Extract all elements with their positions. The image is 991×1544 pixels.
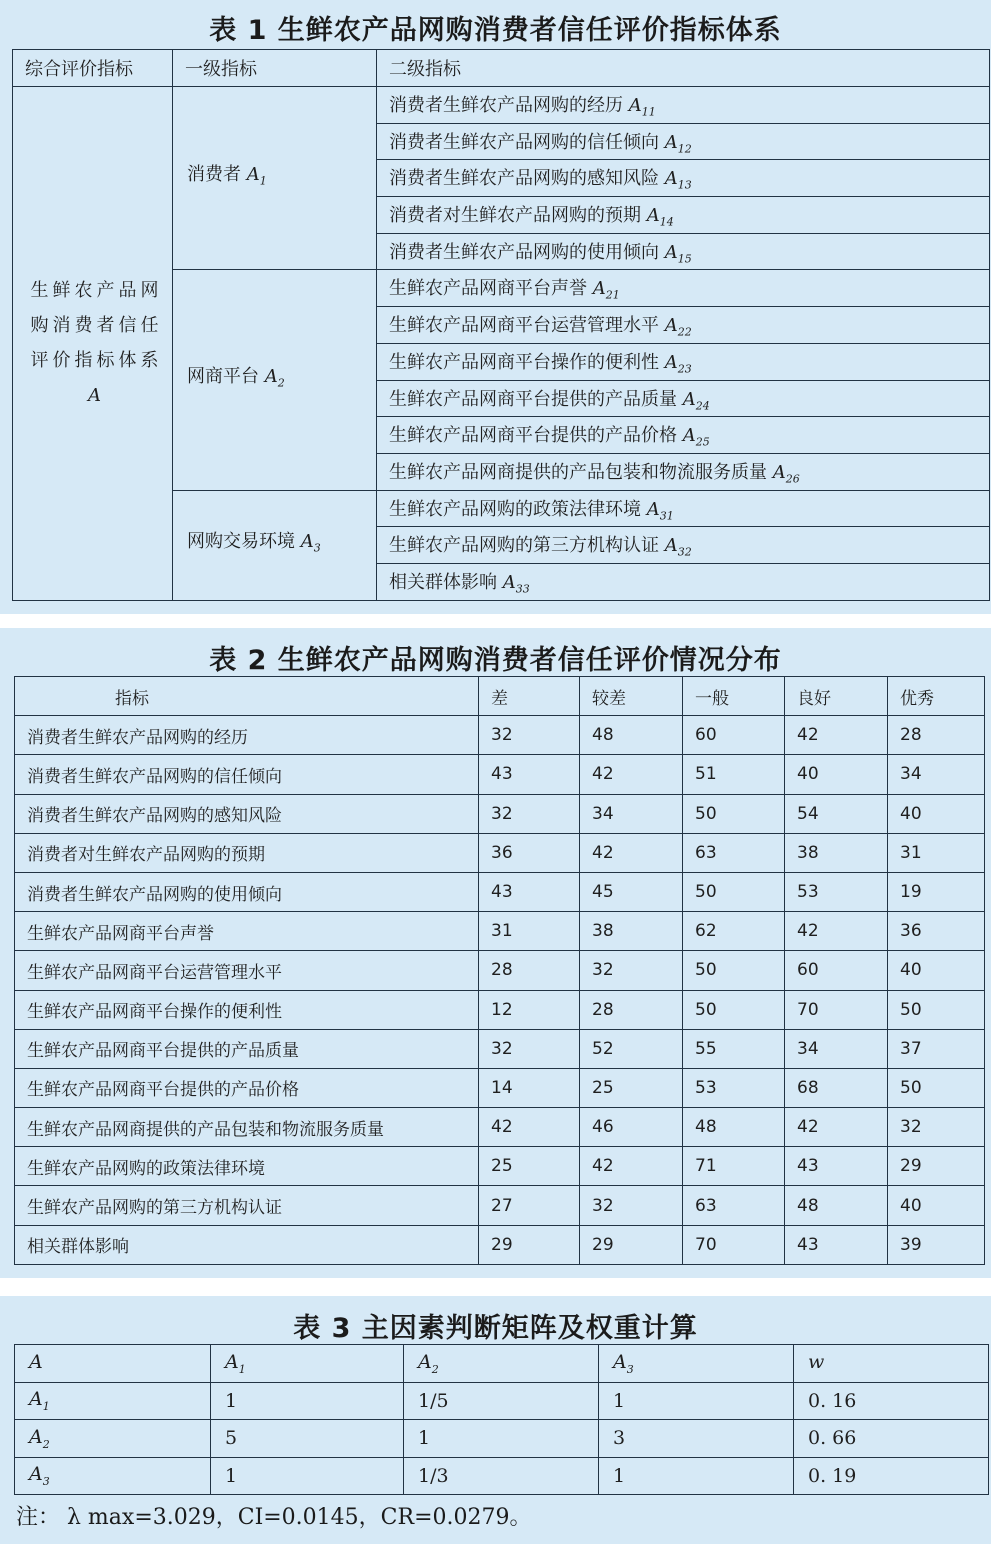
table1-item-symbol: [664, 168, 692, 193]
table2-value-cell: 45: [580, 872, 683, 911]
table1-item-text: 生鲜农产品网商平台运营管理水平: [389, 315, 659, 337]
table1-item-symbol-subscript: 22: [677, 325, 692, 339]
table1-header-row: [13, 50, 990, 87]
table2-row: [15, 755, 985, 794]
table2-value-cell: 62: [683, 912, 785, 951]
table1-group-label: 网商平台: [187, 366, 259, 388]
table1-item-cell: [377, 527, 990, 564]
table3-row: [15, 1420, 989, 1458]
table2-row: [15, 951, 985, 990]
table1-root-cell: [13, 87, 173, 601]
table2-value-cell: 37: [888, 1029, 985, 1068]
table2-value-cell: 50: [683, 990, 785, 1029]
table1-item-text: 消费者生鲜农产品网购的经历: [389, 95, 623, 117]
table2-value-cell: 38: [785, 833, 888, 872]
table2-value-cell: 31: [479, 912, 580, 951]
table1-row: [13, 87, 990, 124]
table2-value-cell: 36: [888, 912, 985, 951]
table2-value-cell: 51: [683, 755, 785, 794]
table1-header-cell: 二级指标: [377, 50, 990, 87]
table1-item-text: 生鲜农产品网商平台提供的产品价格: [389, 425, 677, 447]
table1-item-symbol: [664, 315, 692, 339]
table3-row-symbol-letter: A: [29, 1388, 43, 1411]
table2-indicator-cell: 生鲜农产品网购的政策法律环境: [15, 1147, 479, 1186]
table2-value-cell: 28: [479, 951, 580, 990]
table2-indicator-cell: 生鲜农产品网商平台提供的产品质量: [15, 1029, 479, 1068]
table1-item-text: 生鲜农产品网购的第三方机构认证: [389, 535, 659, 557]
table2-caption: 表 2 生鲜农产品网购消费者信任评价情况分布: [209, 645, 782, 676]
table1-item-symbol-subscript: 26: [785, 472, 800, 486]
table3-value-cell: 3: [599, 1420, 794, 1458]
table2-value-cell: 42: [785, 716, 888, 755]
table3-row: [15, 1382, 989, 1420]
table3-value-cell: 1: [404, 1420, 599, 1458]
table3-header-row: [15, 1345, 989, 1383]
table1-item-text: 生鲜农产品网购的政策法律环境: [389, 498, 641, 520]
table1-item-cell: [377, 380, 990, 417]
table1-item-text: 相关群体影响: [389, 571, 497, 593]
table1-item-symbol-subscript: 33: [515, 582, 530, 596]
table2-value-cell: 40: [785, 755, 888, 794]
table1-item-symbol: [502, 571, 530, 596]
table1-item-cell: [377, 87, 990, 124]
table3-header-a2: $A_2$: [404, 1345, 599, 1383]
table1-item-cell: [377, 270, 990, 307]
table2-value-cell: 70: [683, 1225, 785, 1264]
table2-row: [15, 1186, 985, 1225]
table2-value-cell: 50: [888, 1068, 985, 1107]
table2-indicator-cell: 消费者生鲜农产品网购的经历: [15, 716, 479, 755]
table3-row-symbol-letter: A: [29, 1425, 43, 1448]
table2-value-cell: 48: [580, 716, 683, 755]
table1-item-symbol-letter: A: [646, 498, 660, 520]
table2-header-cell: 差: [479, 677, 580, 716]
table3-row-symbol: [29, 1425, 50, 1451]
table2-value-cell: 32: [479, 1029, 580, 1068]
table2-value-cell: 25: [479, 1147, 580, 1186]
table3-value-cell: 1/3: [404, 1457, 599, 1495]
table1-header-cell: 综合评价指标: [13, 50, 173, 87]
table2-row: [15, 912, 985, 951]
table1-item-symbol-subscript: 11: [641, 105, 656, 119]
table1-item-cell: [377, 197, 990, 234]
table1-group-symbol-letter: A: [300, 531, 314, 553]
table1-item-cell: [377, 453, 990, 490]
table2-header-cell: 优秀: [888, 677, 985, 716]
table2-value-cell: 46: [580, 1108, 683, 1147]
table1-item-symbol: [682, 388, 710, 413]
table1-item-symbol-letter: A: [664, 535, 678, 557]
table2-indicator-cell: 生鲜农产品网商提供的产品包装和物流服务质量: [15, 1108, 479, 1147]
table1-item-symbol-subscript: 24: [695, 399, 710, 413]
table2-value-cell: 28: [888, 716, 985, 755]
table3-row-symbol-subscript: 3: [42, 1475, 50, 1489]
table1-root-label: 生鲜农产品网购消费者信任评价指标体系: [30, 280, 163, 372]
table2-indicator-cell: 生鲜农产品网商平台运营管理水平: [15, 951, 479, 990]
table2-value-cell: 32: [580, 951, 683, 990]
table2-indicator-cell: 相关群体影响: [15, 1225, 479, 1264]
table1-item-symbol: [664, 241, 692, 266]
table3-value-cell: 0. 16: [794, 1382, 989, 1420]
table1-item-text: 生鲜农产品网商平台操作的便利性: [389, 351, 659, 373]
table2-value-cell: 40: [888, 951, 985, 990]
table2-value-cell: 43: [479, 755, 580, 794]
table1-item-symbol-letter: A: [682, 388, 696, 410]
table2-indicator-cell: 消费者生鲜农产品网购的使用倾向: [15, 872, 479, 911]
table1-item-symbol-subscript: 15: [677, 252, 692, 266]
table1-item-cell: [377, 123, 990, 160]
table1-item-symbol-subscript: 13: [677, 179, 692, 193]
table2-value-cell: 34: [580, 794, 683, 833]
table1-item-symbol: [772, 461, 800, 486]
table2-value-cell: 54: [785, 794, 888, 833]
table2-value-cell: 52: [580, 1029, 683, 1068]
table3-row: [15, 1457, 989, 1495]
table3-header-a3: $A_3$: [599, 1345, 794, 1383]
table2-value-cell: 29: [580, 1225, 683, 1264]
table2-header-row: [15, 677, 985, 716]
table2-value-cell: 60: [683, 716, 785, 755]
table1-group-symbol-letter: A: [264, 366, 278, 388]
table1-item-symbol: [646, 498, 674, 523]
table2-value-cell: 63: [683, 1186, 785, 1225]
table1-item-symbol-subscript: 31: [659, 509, 674, 523]
table1-item-text: 生鲜农产品网商提供的产品包装和物流服务质量: [389, 461, 767, 483]
table3-value-cell: 1: [211, 1382, 404, 1420]
table1-group-label: 网购交易环境: [187, 531, 295, 553]
table1-item-text: 消费者生鲜农产品网购的感知风险: [389, 168, 659, 190]
table2-value-cell: 12: [479, 990, 580, 1029]
table1-item-cell: [377, 343, 990, 380]
table2-value-cell: 48: [785, 1186, 888, 1225]
table2-value-cell: 42: [785, 912, 888, 951]
table1-item-symbol-letter: A: [772, 461, 786, 483]
table1-item-symbol-letter: A: [664, 315, 678, 337]
table2-value-cell: 32: [479, 716, 580, 755]
table2-value-cell: 48: [683, 1108, 785, 1147]
table3-row-label: [15, 1457, 211, 1495]
table2-value-cell: 43: [785, 1225, 888, 1264]
table2-indicator-cell: 生鲜农产品网商平台操作的便利性: [15, 990, 479, 1029]
table2-value-cell: 40: [888, 1186, 985, 1225]
table1-item-symbol: [592, 278, 620, 303]
table2-value-cell: 39: [888, 1225, 985, 1264]
table2-value-cell: 32: [888, 1108, 985, 1147]
table2-indicator-cell: 消费者生鲜农产品网购的感知风险: [15, 794, 479, 833]
table2-row: [15, 1029, 985, 1068]
table1-item-symbol-subscript: 32: [677, 545, 692, 559]
table1-header-cell: 一级指标: [173, 50, 377, 87]
table1-item-symbol-letter: A: [664, 131, 678, 153]
table1-group-cell: [173, 87, 377, 270]
table2-row: [15, 1225, 985, 1264]
table2-value-cell: 53: [785, 872, 888, 911]
table1-item-text: 生鲜农产品网商平台声誉: [389, 278, 587, 300]
table2-value-cell: 31: [888, 833, 985, 872]
table1-item-text: 生鲜农产品网商平台提供的产品质量: [389, 388, 677, 410]
table2-row: [15, 1108, 985, 1147]
table3-value-cell: 1/5: [404, 1382, 599, 1420]
table3-value-cell: 0. 19: [794, 1457, 989, 1495]
table2-value-cell: 50: [683, 794, 785, 833]
table2-value-cell: 19: [888, 872, 985, 911]
table2-value-cell: 27: [479, 1186, 580, 1225]
table2-value-cell: 32: [479, 794, 580, 833]
table2-value-cell: 25: [580, 1068, 683, 1107]
table2-value-cell: 50: [683, 872, 785, 911]
table2-row: [15, 1147, 985, 1186]
table1-item-symbol-letter: A: [592, 278, 606, 300]
table2-value-cell: 42: [580, 755, 683, 794]
table2-value-cell: 50: [888, 990, 985, 1029]
table2-value-cell: 42: [479, 1108, 580, 1147]
table1-item-symbol-subscript: 23: [677, 362, 692, 376]
table3-header-a1: $A_1$: [211, 1345, 404, 1383]
table1-item-cell: [377, 563, 990, 600]
table1-item-symbol-letter: A: [502, 571, 516, 593]
table3-row-symbol-subscript: 2: [42, 1437, 50, 1451]
table2-value-cell: 43: [479, 872, 580, 911]
table1-item-text: 消费者生鲜农产品网购的使用倾向: [389, 241, 659, 263]
table3-row-symbol-subscript: 1: [42, 1400, 50, 1414]
table2-row: [15, 990, 985, 1029]
table1-item-cell: [377, 160, 990, 197]
table1-item-cell: [377, 233, 990, 270]
table2-value-cell: 34: [785, 1029, 888, 1068]
table3-value-cell: 1: [211, 1457, 404, 1495]
table2-value-cell: 60: [785, 951, 888, 990]
table1-caption: 表 1 生鲜农产品网购消费者信任评价指标体系: [209, 15, 782, 46]
table3-header-a: A: [15, 1345, 211, 1383]
table1-item-symbol: [664, 131, 692, 156]
table2-value-cell: 43: [785, 1147, 888, 1186]
table2-value-cell: 36: [479, 833, 580, 872]
table1-item-symbol-letter: A: [646, 205, 660, 227]
table1-item-cell: [377, 307, 990, 344]
table2-header-cell: 良好: [785, 677, 888, 716]
table2-header-cell: 指标: [15, 677, 479, 716]
table2-value-cell: 32: [580, 1186, 683, 1225]
table2-value-cell: 34: [888, 755, 985, 794]
table3-value-cell: 5: [211, 1420, 404, 1458]
table2-value-cell: 70: [785, 990, 888, 1029]
table3-header-w: w: [794, 1345, 989, 1383]
table2-header-cell: 一般: [683, 677, 785, 716]
table1-item-symbol-letter: A: [664, 168, 678, 190]
table2-value-cell: 29: [888, 1147, 985, 1186]
table1-item-symbol-subscript: 12: [677, 142, 692, 156]
table3: [14, 1344, 989, 1495]
table2-value-cell: 14: [479, 1068, 580, 1107]
table2-row: [15, 794, 985, 833]
table1-item-symbol-letter: A: [682, 425, 696, 447]
table2-row: [15, 1068, 985, 1107]
table2-row: [15, 872, 985, 911]
table3-value-cell: 1: [599, 1457, 794, 1495]
table1-group-cell: [173, 270, 377, 490]
table2-value-cell: 63: [683, 833, 785, 872]
table2-indicator-cell: 消费者生鲜农产品网购的信任倾向: [15, 755, 479, 794]
table3-row-label: [15, 1382, 211, 1420]
table3-value-cell: 1: [599, 1382, 794, 1420]
table1-item-text: 消费者对生鲜农产品网购的预期: [389, 205, 641, 227]
table2: [14, 676, 985, 1265]
table2-indicator-cell: 生鲜农产品网购的第三方机构认证: [15, 1186, 479, 1225]
table1-group-symbol: [264, 366, 285, 390]
table1-root-symbol: A: [88, 385, 105, 407]
table2-value-cell: 55: [683, 1029, 785, 1068]
table2-indicator-cell: 生鲜农产品网商平台提供的产品价格: [15, 1068, 479, 1107]
table3-row-symbol-letter: A: [29, 1463, 43, 1486]
table1-item-cell: [377, 417, 990, 454]
table2-value-cell: 50: [683, 951, 785, 990]
table3-value-cell: 0. 66: [794, 1420, 989, 1458]
table1-group-symbol-letter: A: [246, 164, 260, 186]
table1-item-symbol: [646, 205, 674, 229]
table1-group-symbol-subscript: 2: [277, 376, 285, 390]
table1-item-symbol-letter: A: [628, 95, 642, 117]
table1-group-symbol: [300, 531, 321, 555]
table1-item-symbol-subscript: 21: [605, 289, 620, 303]
table2-value-cell: 28: [580, 990, 683, 1029]
table2-indicator-cell: 消费者对生鲜农产品网购的预期: [15, 833, 479, 872]
table1-group-label: 消费者: [187, 164, 241, 186]
table1-item-cell: [377, 490, 990, 527]
table1-item-symbol-letter: A: [664, 241, 678, 263]
table3-row-symbol: [29, 1463, 50, 1489]
table1-item-symbol: [664, 535, 692, 559]
table1-group-cell: [173, 490, 377, 600]
table2-value-cell: 42: [580, 833, 683, 872]
table1-item-symbol-subscript: 25: [695, 435, 710, 449]
table3-note: 注： λ max=3.029，CI=0.0145，CR=0.0279。: [16, 1505, 532, 1530]
table2-value-cell: 68: [785, 1068, 888, 1107]
table1-item-symbol: [682, 425, 710, 449]
table2-value-cell: 42: [785, 1108, 888, 1147]
table1-group-symbol-subscript: 3: [313, 541, 321, 555]
table1-item-symbol-letter: A: [664, 351, 678, 373]
table3-row-symbol: [29, 1388, 50, 1414]
table1-item-symbol-subscript: 14: [659, 215, 674, 229]
table2-row: [15, 716, 985, 755]
table2-row: [15, 833, 985, 872]
table3-row-label: [15, 1420, 211, 1458]
table2-value-cell: 53: [683, 1068, 785, 1107]
table2-value-cell: 40: [888, 794, 985, 833]
table1-item-symbol: [664, 351, 692, 376]
table1-group-symbol: [246, 164, 267, 189]
table1: [12, 49, 990, 601]
table2-value-cell: 38: [580, 912, 683, 951]
table2-value-cell: 42: [580, 1147, 683, 1186]
table1-group-symbol-subscript: 1: [259, 175, 267, 189]
table2-value-cell: 29: [479, 1225, 580, 1264]
table2-indicator-cell: 生鲜农产品网商平台声誉: [15, 912, 479, 951]
table2-header-cell: 较差: [580, 677, 683, 716]
table2-value-cell: 71: [683, 1147, 785, 1186]
table1-item-text: 消费者生鲜农产品网购的信任倾向: [389, 131, 659, 153]
table1-item-symbol: [628, 95, 656, 119]
table3-caption: 表 3 主因素判断矩阵及权重计算: [293, 1313, 698, 1344]
